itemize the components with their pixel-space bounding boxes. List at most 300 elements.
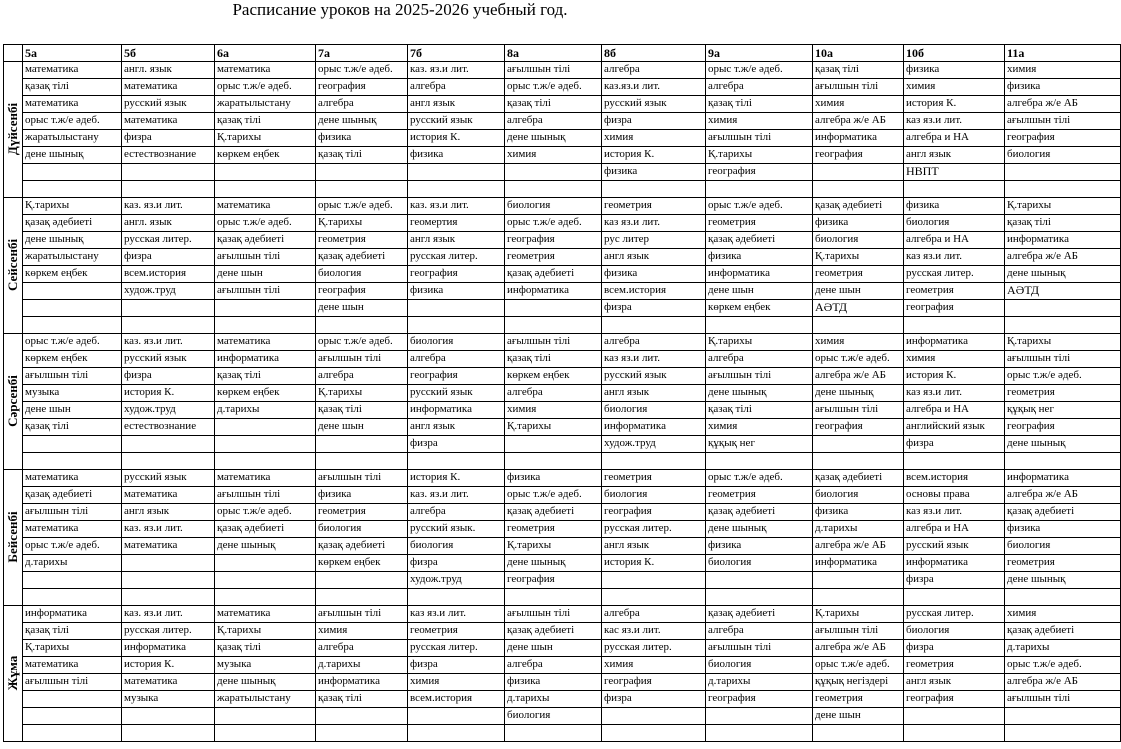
lesson-cell: қазақ әдебиеті	[217, 522, 285, 534]
lesson-cell: худож.труд	[410, 573, 462, 585]
lesson-cell: орыс т.ж/е әдеб.	[318, 199, 393, 211]
lesson-cell: физра	[410, 437, 438, 449]
lesson-cell: информатика	[217, 352, 279, 364]
lesson-cell: химия	[604, 658, 634, 670]
lesson-cell: математика	[124, 539, 178, 551]
class-header: 8б	[604, 46, 616, 60]
lesson-cell: қазақ тілі	[217, 369, 261, 381]
lesson-cell: математика	[25, 97, 79, 109]
lesson-cell: геометрия	[318, 233, 366, 245]
lesson-cell: геомертия	[410, 216, 458, 228]
lesson-cell: жаратылыстану	[25, 131, 99, 143]
lesson-cell: орыс т.ж/е әдеб.	[318, 63, 393, 75]
grid-line	[3, 605, 1121, 606]
lesson-cell: қазақ тілі	[217, 114, 261, 126]
lesson-cell: худож.труд	[124, 284, 176, 296]
lesson-cell: каз яз.и лит.	[410, 607, 467, 619]
lesson-cell: алгебра ж/е АБ	[1007, 250, 1078, 262]
lesson-cell: математика	[217, 63, 271, 75]
lesson-cell: алгебра	[604, 607, 640, 619]
lesson-cell: қазақ тілі	[507, 97, 551, 109]
lesson-cell: д.тарихы	[25, 556, 68, 568]
class-header: 7а	[318, 46, 330, 60]
lesson-cell: информатика	[906, 556, 968, 568]
lesson-cell: англ язык	[604, 539, 650, 551]
lesson-cell: орыс т.ж/е әдеб.	[507, 216, 582, 228]
lesson-cell: орыс т.ж/е әдеб.	[815, 352, 890, 364]
lesson-cell: көркем еңбек	[507, 369, 570, 381]
lesson-cell: геометрия	[906, 284, 954, 296]
lesson-cell: дене шын	[507, 641, 553, 653]
lesson-cell: физика	[507, 675, 541, 687]
grid-line	[3, 44, 1121, 45]
lesson-cell: информатика	[1007, 233, 1069, 245]
class-header: 5а	[25, 46, 37, 60]
lesson-cell: дене шын	[815, 284, 861, 296]
lesson-cell: орыс т.ж/е әдеб.	[318, 335, 393, 347]
lesson-cell: химия	[708, 420, 738, 432]
lesson-cell: алгебра	[507, 386, 543, 398]
day-name: Дүйсенбі	[5, 102, 20, 156]
lesson-cell: Қ.тарихы	[708, 148, 753, 160]
day-name: Жұма	[5, 655, 20, 691]
lesson-cell: қазақ тілі	[318, 692, 362, 704]
class-header: 7б	[410, 46, 422, 60]
lesson-cell: ағылшын тілі	[25, 369, 89, 381]
lesson-cell: Қ.тарихы	[507, 420, 552, 432]
lesson-cell: каз. яз.и лит.	[410, 199, 469, 211]
lesson-cell: каз яз.и лит.	[906, 386, 963, 398]
lesson-cell: қазақ тілі	[318, 148, 362, 160]
lesson-cell: англ язык	[410, 420, 456, 432]
lesson-cell: алгебра ж/е АБ	[815, 641, 886, 653]
lesson-cell: география	[1007, 420, 1055, 432]
lesson-cell: алгебра	[507, 658, 543, 670]
lesson-cell: русская литер.	[906, 607, 974, 619]
lesson-cell: англ. язык	[124, 63, 172, 75]
grid-line	[1004, 44, 1005, 741]
lesson-cell: геометрия	[507, 522, 555, 534]
lesson-cell: история К.	[906, 369, 957, 381]
lesson-cell: қазақ әдебиеті	[708, 233, 776, 245]
lesson-cell: ағылшын тілі	[318, 607, 382, 619]
lesson-cell: Қ.тарихы	[217, 131, 262, 143]
lesson-cell: всем.история	[906, 471, 969, 483]
lesson-cell: русский язык.	[410, 522, 476, 534]
lesson-cell: дене шынық	[217, 675, 276, 687]
lesson-cell: д.тарихы	[1007, 641, 1050, 653]
class-header: 10а	[815, 46, 833, 60]
lesson-cell: Қ.тарихы	[708, 335, 753, 347]
lesson-cell: русская литер.	[604, 641, 672, 653]
lesson-cell: АӘТД	[1007, 284, 1040, 297]
class-header: 10б	[906, 46, 924, 60]
lesson-cell: история К.	[604, 556, 655, 568]
lesson-cell: қазақ тілі	[25, 80, 69, 92]
lesson-cell: география	[906, 301, 954, 313]
lesson-cell: история К.	[604, 148, 655, 160]
lesson-cell: русская литер.	[410, 250, 478, 262]
lesson-cell: қазақ әдебиеті	[708, 607, 776, 619]
lesson-cell: алгебра	[318, 369, 354, 381]
lesson-cell: каз яз.и лит.	[906, 250, 963, 262]
grid-line	[504, 44, 505, 741]
lesson-cell: қазақ әдебиеті	[318, 250, 386, 262]
lesson-cell: алгебра	[410, 505, 446, 517]
lesson-cell: физра	[124, 369, 152, 381]
lesson-cell: ағылшын тілі	[507, 335, 571, 347]
lesson-cell: информатика	[410, 403, 472, 415]
lesson-cell: қазақ тілі	[815, 63, 859, 75]
lesson-cell: информатика	[708, 267, 770, 279]
lesson-cell: музыка	[217, 658, 252, 670]
lesson-cell: каз. яз.и лит.	[410, 488, 469, 500]
lesson-cell: физика	[708, 539, 742, 551]
grid-line	[601, 44, 602, 741]
lesson-cell: алгебра и НА	[906, 233, 969, 245]
lesson-cell: кас яз.и лит.	[604, 624, 661, 636]
lesson-cell: дене шынық	[507, 131, 566, 143]
lesson-cell: русский язык	[410, 114, 473, 126]
lesson-cell: математика	[25, 63, 79, 75]
lesson-cell: көркем еңбек	[708, 301, 771, 313]
lesson-cell: англ язык	[604, 250, 650, 262]
lesson-cell: химия	[1007, 63, 1037, 75]
lesson-cell: математика	[124, 80, 178, 92]
lesson-cell: география	[604, 675, 652, 687]
lesson-cell: информатика	[318, 675, 380, 687]
lesson-cell: құқық нег	[708, 437, 755, 449]
lesson-cell: биология	[1007, 539, 1051, 551]
lesson-cell: биология	[507, 709, 551, 721]
lesson-cell: каз яз.и лит.	[604, 352, 661, 364]
lesson-cell: русская литер.	[410, 641, 478, 653]
lesson-cell: история К.	[124, 658, 175, 670]
lesson-cell: русская литер.	[604, 522, 672, 534]
lesson-cell: математика	[217, 471, 271, 483]
lesson-cell: ағылшын тілі	[217, 284, 281, 296]
lesson-cell: география	[507, 573, 555, 585]
grid-line	[705, 44, 706, 741]
lesson-cell: информатика	[604, 420, 666, 432]
lesson-cell: математика	[217, 199, 271, 211]
lesson-cell: ағылшын тілі	[708, 641, 772, 653]
lesson-cell: қазақ тілі	[1007, 216, 1051, 228]
lesson-cell: англ язык	[410, 97, 456, 109]
lesson-cell: математика	[217, 335, 271, 347]
lesson-cell: көркем еңбек	[25, 352, 88, 364]
lesson-cell: геометрия	[604, 471, 652, 483]
lesson-cell: орыс т.ж/е әдеб.	[708, 471, 783, 483]
lesson-cell: математика	[124, 114, 178, 126]
lesson-cell: география	[815, 420, 863, 432]
lesson-cell: жаратылыстану	[25, 250, 99, 262]
lesson-cell: физика	[708, 250, 742, 262]
lesson-cell: д.тарихы	[217, 403, 260, 415]
lesson-cell: Қ.тарихы	[25, 199, 70, 211]
lesson-cell: география	[410, 369, 458, 381]
lesson-cell: Қ.тарихы	[318, 216, 363, 228]
lesson-cell: естествознание	[124, 148, 197, 160]
day-label	[3, 197, 23, 333]
lesson-cell: история К.	[906, 97, 957, 109]
lesson-cell: физра	[906, 573, 934, 585]
grid-line	[903, 44, 904, 741]
lesson-cell: Қ.тарихы	[1007, 199, 1052, 211]
lesson-cell: Қ.тарихы	[217, 624, 262, 636]
lesson-cell: ағылшын тілі	[815, 80, 879, 92]
lesson-cell: информатика	[1007, 471, 1069, 483]
lesson-cell: қазақ әдебиеті	[1007, 505, 1075, 517]
lesson-cell: алгебра	[708, 624, 744, 636]
lesson-cell: физика	[318, 488, 352, 500]
lesson-cell: көркем еңбек	[25, 267, 88, 279]
lesson-cell: худож.труд	[604, 437, 656, 449]
lesson-cell: физра	[604, 301, 632, 313]
lesson-cell: русский язык	[410, 386, 473, 398]
lesson-cell: англ язык	[410, 233, 456, 245]
lesson-cell: алгебра	[708, 80, 744, 92]
lesson-cell: биология	[815, 488, 859, 500]
lesson-cell: физика	[1007, 80, 1041, 92]
lesson-cell: ағылшын тілі	[25, 505, 89, 517]
lesson-cell: русский язык	[124, 471, 187, 483]
lesson-cell: д.тарихы	[318, 658, 361, 670]
lesson-cell: дене шын	[318, 420, 364, 432]
lesson-cell: ағылшын тілі	[318, 471, 382, 483]
lesson-cell: дене шын	[708, 284, 754, 296]
class-header: 5б	[124, 46, 136, 60]
lesson-cell: химия	[708, 114, 738, 126]
lesson-cell: Қ.тарихы	[25, 641, 70, 653]
lesson-cell: химия	[815, 335, 845, 347]
lesson-cell: русская литер.	[906, 267, 974, 279]
lesson-cell: алгебра	[604, 335, 640, 347]
lesson-cell: история К.	[410, 471, 461, 483]
lesson-cell: ағылшын тілі	[1007, 114, 1071, 126]
lesson-cell: геометрия	[1007, 386, 1055, 398]
lesson-cell: русская литер.	[124, 233, 192, 245]
lesson-cell: геометрия	[507, 250, 555, 262]
lesson-cell: ағылшын тілі	[708, 131, 772, 143]
lesson-cell: информатика	[507, 284, 569, 296]
lesson-cell: қазақ әдебиеті	[1007, 624, 1075, 636]
lesson-cell: алгебра ж/е АБ	[1007, 675, 1078, 687]
lesson-cell: биология	[318, 522, 362, 534]
lesson-cell: география	[507, 233, 555, 245]
lesson-cell: құқық нег	[1007, 403, 1054, 415]
lesson-cell: орыс т.ж/е әдеб.	[217, 505, 292, 517]
lesson-cell: қазақ тілі	[25, 624, 69, 636]
lesson-cell: каз. яз.и лит.	[124, 199, 183, 211]
lesson-cell: алгебра	[604, 63, 640, 75]
lesson-cell: география	[318, 80, 366, 92]
grid-line	[3, 333, 1121, 334]
lesson-cell: геометрия	[604, 199, 652, 211]
lesson-cell: рус литер	[604, 233, 650, 245]
lesson-cell: физра	[124, 131, 152, 143]
lesson-cell: қазақ тілі	[318, 403, 362, 415]
lesson-cell: физика	[604, 267, 638, 279]
lesson-cell: англ язык	[604, 386, 650, 398]
page-title: Расписание уроков на 2025-2026 учебный год.	[232, 0, 568, 19]
lesson-cell: дене шын	[815, 709, 861, 721]
lesson-cell: орыс т.ж/е әдеб.	[708, 63, 783, 75]
lesson-cell: биология	[906, 216, 950, 228]
lesson-cell: русский язык	[604, 369, 667, 381]
class-header: 9а	[708, 46, 720, 60]
lesson-cell: дене шынық	[25, 148, 84, 160]
lesson-cell: русский язык	[604, 97, 667, 109]
grid-line	[3, 469, 1121, 470]
lesson-cell: история К.	[410, 131, 461, 143]
lesson-cell: қазақ тілі	[25, 420, 69, 432]
lesson-cell: дене шынық	[708, 522, 767, 534]
lesson-cell: алгебра и НА	[906, 403, 969, 415]
lesson-cell: геометрия	[815, 267, 863, 279]
lesson-cell: физра	[906, 641, 934, 653]
lesson-cell: география	[815, 148, 863, 160]
lesson-cell: қазақ әдебиеті	[217, 233, 285, 245]
lesson-cell: математика	[25, 658, 79, 670]
lesson-cell: орыс т.ж/е әдеб.	[25, 539, 100, 551]
lesson-cell: орыс т.ж/е әдеб.	[217, 80, 292, 92]
lesson-cell: ағылшын тілі	[25, 675, 89, 687]
lesson-cell: қазақ әдебиеті	[815, 471, 883, 483]
lesson-cell: каз. яз.и лит.	[410, 63, 469, 75]
lesson-cell: география	[410, 267, 458, 279]
lesson-cell: д.тарихы	[507, 692, 550, 704]
lesson-cell: основы права	[906, 488, 970, 500]
lesson-cell: физра	[410, 658, 438, 670]
lesson-cell: каз.яз.и лит.	[604, 80, 661, 92]
lesson-cell: биология	[1007, 148, 1051, 160]
lesson-cell: география	[318, 284, 366, 296]
class-header: 6а	[217, 46, 229, 60]
lesson-cell: физика	[507, 471, 541, 483]
lesson-cell: дене шынық	[318, 114, 377, 126]
lesson-cell: дене шынық	[708, 386, 767, 398]
lesson-cell: қазақ әдебиеті	[318, 539, 386, 551]
lesson-cell: география	[906, 692, 954, 704]
lesson-cell: каз. яз.и лит.	[124, 522, 183, 534]
class-header: 11а	[1007, 46, 1025, 60]
lesson-cell: дене шын	[25, 403, 71, 415]
lesson-cell: химия	[815, 97, 845, 109]
lesson-cell: ағылшын тілі	[1007, 352, 1071, 364]
lesson-cell: алгебра ж/е АБ	[1007, 97, 1078, 109]
grid-line	[812, 44, 813, 741]
lesson-cell: информатика	[124, 641, 186, 653]
lesson-cell: химия	[507, 403, 537, 415]
lesson-cell: математика	[25, 522, 79, 534]
lesson-cell: всем.история	[410, 692, 473, 704]
lesson-cell: қазақ әдебиеті	[507, 505, 575, 517]
lesson-cell: Қ.тарихы	[507, 539, 552, 551]
lesson-cell: дене шынық	[1007, 437, 1066, 449]
lesson-cell: дене шынық	[1007, 573, 1066, 585]
lesson-cell: дене шын	[318, 301, 364, 313]
lesson-cell: ағылшын тілі	[217, 488, 281, 500]
lesson-cell: английский язык	[906, 420, 985, 432]
lesson-cell: көркем еңбек	[217, 148, 280, 160]
lesson-cell: физика	[906, 63, 940, 75]
lesson-cell: Қ.тарихы	[318, 386, 363, 398]
lesson-cell: биология	[604, 403, 648, 415]
lesson-cell: ағылшын тілі	[708, 369, 772, 381]
lesson-cell: физика	[1007, 522, 1041, 534]
lesson-cell: қазақ әдебиеті	[507, 624, 575, 636]
lesson-cell: геометрия	[1007, 556, 1055, 568]
grid-line	[3, 197, 1121, 198]
lesson-cell: ағылшын тілі	[815, 403, 879, 415]
lesson-cell: биология	[708, 556, 752, 568]
lesson-cell: орыс т.ж/е әдеб.	[25, 114, 100, 126]
lesson-cell: дене шынық	[25, 233, 84, 245]
day-label	[3, 333, 23, 469]
lesson-cell: дене шын	[217, 267, 263, 279]
lesson-cell: қазақ әдебиеті	[507, 267, 575, 279]
lesson-cell: қазақ әдебиеті	[25, 488, 93, 500]
lesson-cell: математика	[217, 607, 271, 619]
lesson-cell: биология	[318, 267, 362, 279]
lesson-cell: физра	[906, 437, 934, 449]
lesson-cell: алгебра ж/е АБ	[815, 114, 886, 126]
lesson-cell: алгебра ж/е АБ	[1007, 488, 1078, 500]
lesson-cell: биология	[410, 335, 454, 347]
lesson-cell: биология	[906, 624, 950, 636]
lesson-cell: химия	[410, 675, 440, 687]
lesson-cell: геометрия	[815, 692, 863, 704]
lesson-cell: физика	[410, 284, 444, 296]
lesson-cell: НВПТ	[906, 165, 939, 178]
lesson-cell: математика	[124, 675, 178, 687]
lesson-cell: информатика	[815, 556, 877, 568]
lesson-cell: алгебра	[410, 352, 446, 364]
lesson-cell: музыка	[124, 692, 159, 704]
lesson-cell: көркем еңбек	[318, 556, 381, 568]
lesson-cell: биология	[708, 658, 752, 670]
lesson-cell: музыка	[25, 386, 60, 398]
lesson-cell: физра	[124, 250, 152, 262]
lesson-cell: англ язык	[906, 148, 952, 160]
lesson-cell: орыс т.ж/е әдеб.	[507, 488, 582, 500]
lesson-cell: алгебра ж/е АБ	[815, 369, 886, 381]
lesson-cell: қазақ әдебиеті	[815, 199, 883, 211]
lesson-cell: ағылшын тілі	[1007, 692, 1071, 704]
grid-line	[3, 44, 4, 741]
lesson-cell: құқық негіздері	[815, 675, 889, 687]
day-name: Бейсенбі	[5, 511, 20, 563]
lesson-cell: информатика	[906, 335, 968, 347]
lesson-cell: физика	[410, 148, 444, 160]
lesson-cell: қазақ тілі	[708, 97, 752, 109]
lesson-cell: физика	[815, 216, 849, 228]
lesson-cell: каз яз.и лит.	[604, 216, 661, 228]
lesson-cell: биология	[604, 488, 648, 500]
lesson-cell: орыс т.ж/е әдеб.	[708, 199, 783, 211]
lesson-cell: геометрия	[318, 505, 366, 517]
lesson-cell: алгебра	[410, 80, 446, 92]
lesson-cell: ағылшын тілі	[217, 250, 281, 262]
lesson-cell: физра	[410, 556, 438, 568]
lesson-cell: англ. язык	[124, 216, 172, 228]
lesson-cell: алгебра	[507, 114, 543, 126]
lesson-cell: жаратылыстану	[217, 97, 291, 109]
lesson-cell: Қ.тарихы	[1007, 335, 1052, 347]
grid-line	[3, 61, 1121, 62]
lesson-cell: дене шынық	[507, 556, 566, 568]
